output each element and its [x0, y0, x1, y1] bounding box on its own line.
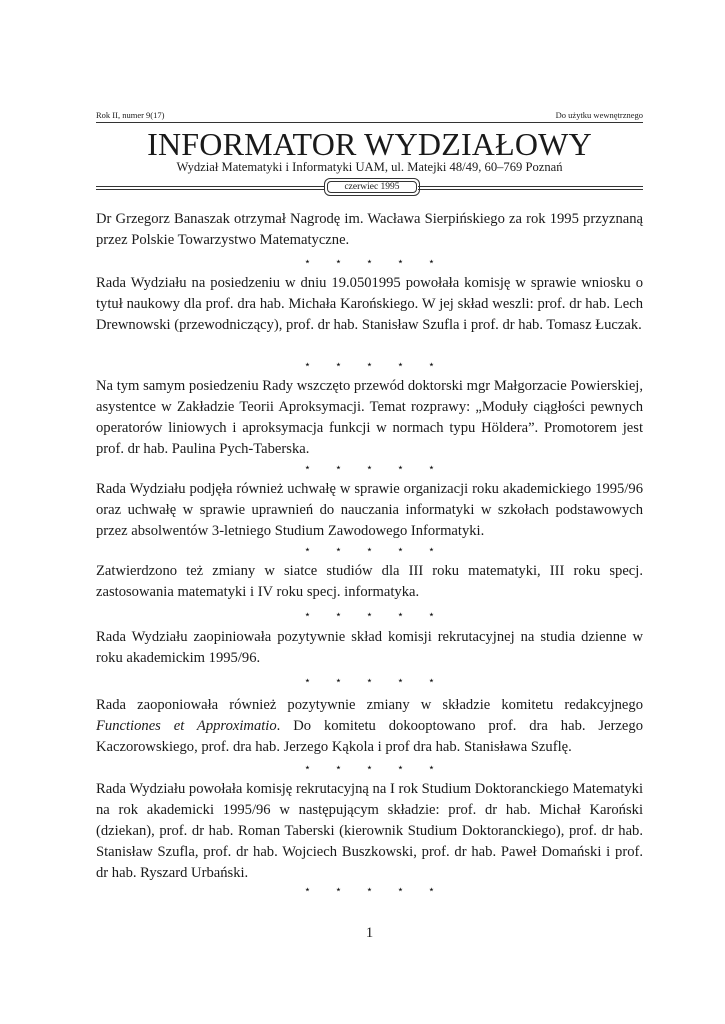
- separator-stars: [96, 674, 643, 687]
- star-icon: ⋆: [335, 675, 342, 687]
- news-text: Na tym samym posiedzeniu Rady wszczęto przewód doktorski mgr Małgorzacie Powierskiej, asystentce w Zakładzie Teorii Aproksymacji. Temat rozprawy: „Moduły ciągłości pewnych operatorów liniowych i aproksymacja funkcji w normach typu Höldera”. Promotorem jest prof. dr hab. Paulina Pych-Taberska.: [96, 378, 643, 457]
- news-item: [96, 273, 643, 336]
- star-icon: ⋆: [397, 675, 404, 687]
- star-icon: ⋆: [304, 256, 311, 268]
- separator-stars: [96, 883, 643, 896]
- star-icon: ⋆: [366, 256, 373, 268]
- star-icon: ⋆: [428, 762, 435, 774]
- star-icon: ⋆: [366, 609, 373, 621]
- news-text: Zatwierdzono też zmiany w siatce studiów dla III roku matematyki, III roku specj. zastosowania matematyki i IV roku specj. informatyka.: [96, 563, 643, 600]
- news-item: [96, 479, 643, 542]
- star-icon: ⋆: [366, 675, 373, 687]
- star-icon: ⋆: [304, 359, 311, 371]
- date-rule-left: [96, 186, 324, 190]
- journal-title: Functiones et Approximatio: [96, 718, 277, 734]
- header-rule: [96, 122, 643, 123]
- star-icon: ⋆: [397, 762, 404, 774]
- star-icon: ⋆: [428, 675, 435, 687]
- star-icon: ⋆: [397, 256, 404, 268]
- separator-stars: [96, 358, 643, 371]
- date-label: czerwiec 1995: [344, 182, 400, 192]
- separator-stars: [96, 461, 643, 474]
- news-item: [96, 779, 643, 884]
- date-banner: [96, 178, 643, 196]
- star-icon: ⋆: [304, 675, 311, 687]
- star-icon: ⋆: [428, 359, 435, 371]
- star-icon: ⋆: [335, 256, 342, 268]
- star-icon: ⋆: [304, 762, 311, 774]
- news-text: Dr Grzegorz Banaszak otrzymał Nagrodę im. Wacława Sierpińskiego za rok 1995 przyznaną przez Polskie Towarzystwo Matematyczne.: [96, 211, 643, 248]
- news-item: [96, 561, 643, 603]
- star-icon: ⋆: [397, 884, 404, 896]
- star-icon: ⋆: [366, 462, 373, 474]
- star-icon: ⋆: [335, 884, 342, 896]
- news-text-part: . Do komitetu dokooptowano prof. dra hab. Jerzego Kaczorowskiego, prof. dra hab. Jerzego Kąkola i prof dra hab. Stanisława Szuflę.: [96, 718, 643, 755]
- star-icon: ⋆: [366, 762, 373, 774]
- star-icon: ⋆: [335, 609, 342, 621]
- news-item: [96, 627, 643, 669]
- separator-stars: [96, 608, 643, 621]
- star-icon: ⋆: [397, 462, 404, 474]
- news-item: [96, 695, 643, 758]
- news-text: [96, 695, 643, 758]
- star-icon: ⋆: [428, 884, 435, 896]
- star-icon: ⋆: [428, 609, 435, 621]
- star-icon: ⋆: [335, 462, 342, 474]
- star-icon: ⋆: [335, 359, 342, 371]
- star-icon: ⋆: [428, 462, 435, 474]
- star-icon: ⋆: [304, 609, 311, 621]
- header-meta: [96, 108, 643, 120]
- star-icon: ⋆: [397, 544, 404, 556]
- news-item: [96, 376, 643, 460]
- news-text: Rada Wydziału powołała komisję rekrutacyjną na I rok Studium Doktoranckiego Matematyki na rok akademicki 1995/96 w następującym składzie: prof. dr hab. Michał Karoński (dziekan), prof. dr hab. Roman Taberski (kierownik Studium Doktoranckiego), prof. dr hab. Stanisław Szufla, prof. dr hab. Wojciech Buszkowski, prof. dr hab. Paweł Domański i prof. dr hab. Ryszard Urbański.: [96, 781, 643, 881]
- date-badge: [324, 178, 420, 196]
- star-icon: ⋆: [397, 359, 404, 371]
- star-icon: ⋆: [335, 762, 342, 774]
- page-subtitle: Wydział Matematyki i Informatyki UAM, ul. Matejki 48/49, 60–769 Poznań: [176, 160, 563, 174]
- separator-stars: [96, 543, 643, 556]
- star-icon: ⋆: [304, 884, 311, 896]
- internal-use-label: Do użytku wewnętrznego: [555, 110, 643, 120]
- star-icon: ⋆: [304, 544, 311, 556]
- news-item: [96, 209, 643, 251]
- issue-label: Rok II, numer 9(17): [96, 110, 165, 120]
- separator-stars: [96, 761, 643, 774]
- star-icon: ⋆: [397, 609, 404, 621]
- star-icon: ⋆: [428, 256, 435, 268]
- star-icon: ⋆: [366, 544, 373, 556]
- star-icon: ⋆: [428, 544, 435, 556]
- news-text: Rada Wydziału na posiedzeniu w dniu 19.0501995 powołała komisję w sprawie wniosku o tytuł naukowy dla prof. dra hab. Michała Karońskiego. W jej skład weszli: prof. dr hab. Lech Drewnowski (przewodniczący), prof. dr hab. Stanisław Szufla i prof. dr hab. Tomasz Łuczak.: [96, 275, 643, 333]
- news-text: Rada Wydziału podjęła również uchwałę w sprawie organizacji roku akademickiego 1995/96 oraz uchwałę w sprawie uprawnień do nauczania informatyki w szkołach podstawowych przez absolwentów 3-letniego Studium Zawodowego Informatyki.: [96, 481, 643, 539]
- news-text-part: Rada zaoponiowała również pozytywnie zmiany w składzie komitetu redakcyjnego: [96, 697, 643, 713]
- page-number: 1: [365, 925, 374, 941]
- star-icon: ⋆: [366, 359, 373, 371]
- date-rule-right: [418, 186, 643, 190]
- star-icon: ⋆: [304, 462, 311, 474]
- page-title: INFORMATOR WYDZIAŁOWY: [147, 126, 592, 162]
- star-icon: ⋆: [335, 544, 342, 556]
- separator-stars: [96, 255, 643, 268]
- star-icon: ⋆: [366, 884, 373, 896]
- news-text: Rada Wydziału zaopiniowała pozytywnie skład komisji rekrutacyjnej na studia dzienne w roku akademickim 1995/96.: [96, 629, 643, 666]
